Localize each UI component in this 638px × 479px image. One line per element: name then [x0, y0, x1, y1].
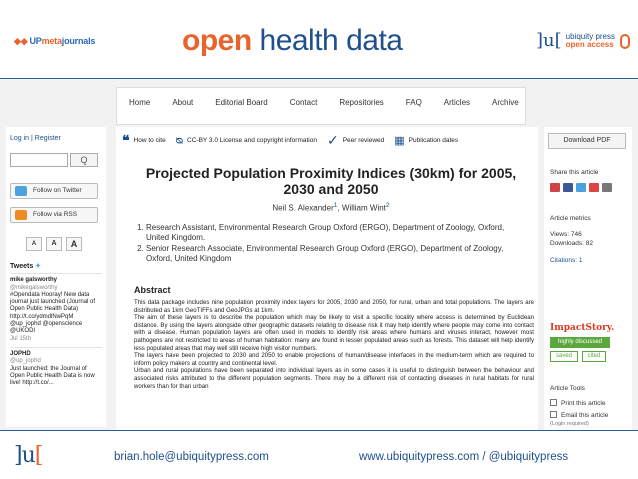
affiliation-item: 1. Research Assistant, Environmental Research Group Oxford (ERGO), Department of Zoology, Oxford, United Kingdom.: [146, 223, 524, 243]
font-size-large[interactable]: A: [66, 237, 82, 251]
quote-icon: ❝: [122, 131, 130, 148]
nav-archive[interactable]: Archive: [492, 98, 519, 107]
slide-header: [0, 0, 638, 78]
right-sidebar: [544, 127, 632, 431]
more-icon[interactable]: [602, 183, 612, 192]
affiliations: [134, 223, 524, 265]
website-screenshot: [0, 78, 638, 430]
up-metajournals-logo: ◆◆ UPmetajournals: [14, 36, 96, 46]
views-count: Views: 746: [550, 231, 582, 238]
search-input[interactable]: [10, 153, 68, 167]
nav-about[interactable]: About: [172, 98, 194, 107]
abstract-heading: Abstract: [134, 285, 171, 295]
download-pdf-button[interactable]: Download PDF: [548, 133, 626, 149]
article-main: [116, 127, 538, 431]
email-article-link[interactable]: Email this article (Login required): [550, 412, 609, 427]
nav-home[interactable]: Home: [129, 98, 151, 107]
font-size-medium[interactable]: A: [46, 237, 62, 251]
open-access-icon: [620, 34, 630, 49]
print-article-link[interactable]: Print this article: [550, 399, 605, 407]
citations-link[interactable]: Citations: 1: [550, 257, 583, 264]
tweets-heading: Tweets: [10, 263, 34, 270]
share-icon[interactable]: [550, 183, 560, 192]
article-authors: Neil S. Alexander$^1$, William Wint$^2$: [272, 202, 390, 213]
footer-email[interactable]: brian.hole@ubiquitypress.com: [114, 451, 269, 463]
nav-articles[interactable]: Articles: [443, 98, 471, 107]
nav-faq[interactable]: FAQ: [405, 98, 422, 107]
article-info-bar: [122, 131, 534, 149]
impactstory-logo[interactable]: ImpactStory.: [550, 323, 615, 333]
rss-icon: [15, 210, 27, 220]
share-heading: Share this article: [550, 169, 599, 176]
publication-dates-link[interactable]: Publication dates: [408, 136, 459, 144]
affiliation-item: 2. Senior Research Associate, Environmental Research Group Oxford (ERGO), Department of Zoology, Oxford, United Kingdom: [146, 244, 524, 264]
slide-footer: [0, 430, 638, 479]
login-link[interactable]: Log in: [10, 135, 30, 142]
metrics-heading: Article metrics: [550, 215, 591, 222]
license-link[interactable]: CC-BY 3.0 License and copyright information: [187, 136, 317, 144]
follow-twitter-button[interactable]: Follow on Twitter: [10, 183, 98, 199]
ubiquity-press-mark: ]u[: [14, 443, 43, 468]
tweet: mike galsworthy @mikegalsworthy #Opendata Hooray! New data journal just launched (Journal of Open Public Health Data) http://t.co/ydmdlNwPqM @up_jophd @openscience @UKODI Jul 15th: [10, 273, 102, 343]
left-sidebar: [6, 127, 106, 427]
saved-badge[interactable]: saved: [550, 351, 578, 362]
font-size-small[interactable]: A: [26, 237, 42, 251]
twitter-icon: [15, 186, 27, 196]
twitter-icon[interactable]: [576, 183, 586, 192]
open-health-data-title: open health data: [182, 24, 403, 57]
login-register: Log in | Register: [10, 135, 61, 142]
print-icon: [550, 399, 557, 406]
nav-contact[interactable]: Contact: [289, 98, 318, 107]
footer-url[interactable]: www.ubiquitypress.com / @ubiquitypress: [359, 451, 569, 463]
highly-discussed-badge[interactable]: highly discussed: [550, 337, 610, 348]
ubiquity-press-brand: ]u[ ubiquity press open access: [536, 30, 615, 51]
email-icon: [550, 411, 557, 418]
tweet: JOPHD @up_jophd Just launched: the Journal of Open Public Health Data is now live! http://t.co/...: [10, 347, 102, 387]
top-navigation: [116, 87, 526, 125]
check-icon: ✓: [326, 131, 339, 148]
how-to-cite-link[interactable]: How to cite: [133, 136, 166, 144]
abstract-text: This data package includes nine population proximity index layers for 2005, 2030 and 2050, for rural, urban and total populations. The layers are distributed as 1km GeoTIFFs and GeoJPGs at 1km. The aim of these layers is to describe the population which may be likely to visit a specific locality where access is determined by Euclidean distance. By using the layers alongside other geographic datasets relating to disease risk it may help identify where people may come into contact with a disease. Human population layers are often used in models to identify risk areas where humans and viruses interact, however most pathogens are not restricted to areas of human habitation: many are found in lesser populated areas such as forests. This dataset will help identify less populated areas that may well still receive high visitor numbers. The layers have been projected to 2030 and 2050 to enable projections of human/disease interfaces in the medium-term which are required to inform policy makers at country and continental level. Urban and rural populations have been separated into individual layers as in some cases it is useful to distinguish between the behaviour and associated risks attributed to the different population segments. There may be a different risk of contacting diseases in rural habitats for rural workers than for than urban: [134, 299, 534, 390]
open-access-icon: ᴓ: [175, 133, 184, 147]
nav-editorial-board[interactable]: Editorial Board: [215, 98, 268, 107]
calendar-icon: ▦: [394, 134, 405, 147]
peer-reviewed-link[interactable]: Peer reviewed: [342, 136, 385, 144]
tweets-widget: [10, 263, 102, 391]
share-icons: [550, 183, 615, 192]
twitter-bird-icon: ✦: [35, 263, 42, 270]
cited-badge[interactable]: cited: [582, 351, 606, 362]
article-title: Projected Population Proximity Indices (30km) for 2005, 2030 and 2050: [145, 165, 517, 197]
register-link[interactable]: Register: [34, 135, 61, 142]
facebook-icon[interactable]: [563, 183, 573, 192]
google-icon[interactable]: [589, 183, 599, 192]
follow-rss-button[interactable]: Follow via RSS: [10, 207, 98, 223]
search-button[interactable]: Q: [70, 153, 98, 167]
nav-repositories[interactable]: Repositories: [339, 98, 384, 107]
downloads-count: Downloads: 82: [550, 240, 593, 247]
article-tools-heading: Article Tools: [550, 385, 585, 392]
